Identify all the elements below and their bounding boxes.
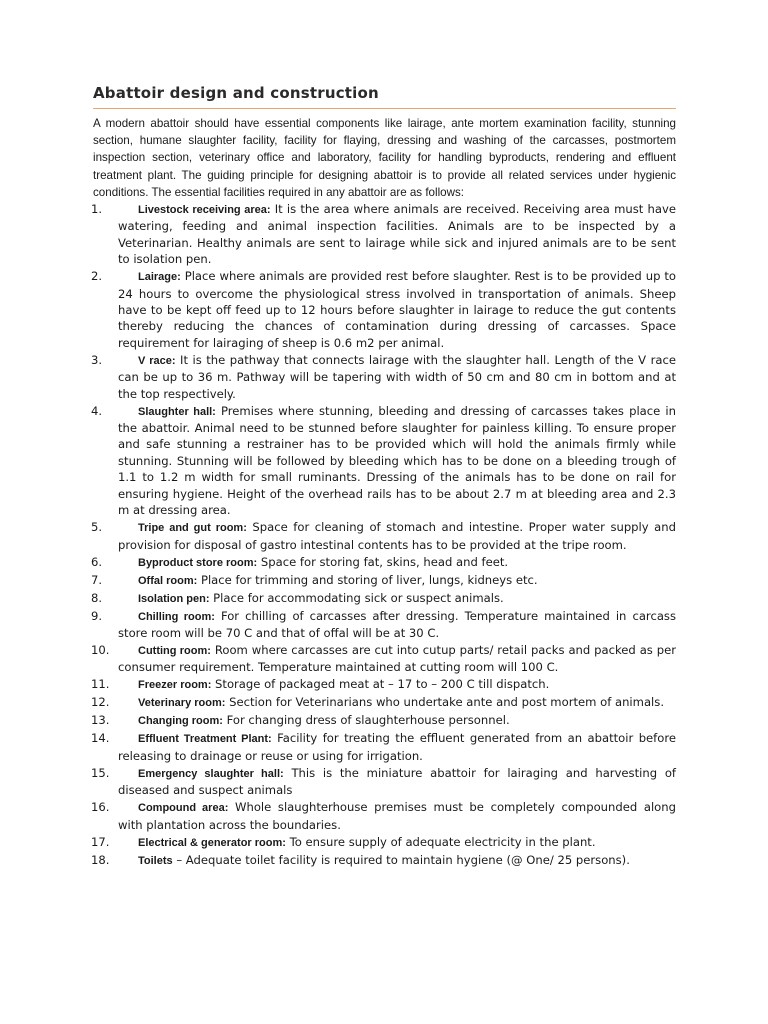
item-term: Byproduct store room: (138, 556, 258, 569)
item-number: 14. (91, 731, 110, 746)
intro-paragraph: A modern abattoir should have essential components like lairage, ante mortem examination facility, stunning section, humane slaughter facility, facility for flaying, dressing and washing of the carcasses, postmortem inspection section, veterinary office and laboratory, facility for handling byproducts, rendering and effluent treatment plant. The guiding principle for designing abattoir is to provide all related services under hygienic conditions. The essential facilities required in any abattoir are as follows: (93, 117, 676, 199)
list-item (93, 799, 676, 833)
item-term: Toilets (138, 854, 173, 867)
item-number: 7. (91, 572, 103, 587)
item-term: Isolation pen: (138, 592, 210, 605)
item-text: Space for cleaning of stomach and intestine. Proper water supply and provision for disposal of gastro intestinal contents has to be provided at the tripe room. (118, 520, 676, 552)
item-number: 18. (91, 852, 110, 867)
item-term: Slaughter hall: (138, 405, 216, 418)
item-number: 8. (91, 590, 103, 605)
item-term: Electrical & generator room: (138, 836, 286, 849)
item-term: Veterinary room: (138, 697, 226, 710)
facilities-list (93, 201, 676, 869)
item-text: Section for Veterinarians who undertake ante and post mortem of animals. (225, 695, 665, 710)
list-item (93, 268, 676, 351)
list-item (93, 590, 676, 607)
item-term: Emergency slaughter hall: (138, 767, 284, 780)
item-number: 11. (91, 677, 110, 692)
list-item (93, 201, 676, 268)
list-item (93, 676, 676, 693)
document-title: Abattoir design and construction (93, 84, 676, 109)
list-item (93, 765, 676, 799)
item-number: 15. (91, 765, 110, 780)
item-text: For chilling of carcasses after dressing. Temperature maintained in carcass store room will be 70 C and that of offal will be at 30 C. (118, 608, 677, 640)
item-number: 6. (91, 554, 103, 569)
item-term: Freezer room: (138, 679, 212, 692)
item-term: Offal room: (138, 574, 198, 587)
item-number: 12. (91, 695, 110, 710)
item-text: Space for storing fat, skins, head and feet. (257, 554, 509, 569)
list-item (93, 834, 676, 851)
item-term: Tripe and gut room: (138, 522, 247, 535)
document-page (93, 84, 676, 870)
list-item (93, 712, 676, 729)
item-text: Facility for treating the effluent generated from an abattoir before releasing to drainage or reuse or using for irrigation. (118, 731, 677, 763)
item-number: 3. (91, 352, 103, 367)
list-item (93, 352, 676, 402)
list-item (93, 852, 676, 869)
item-text: Room where carcasses are cut into cutup parts/ retail packs and packed as per consumer requirement. Temperature maintained at cutting room will 100 C. (118, 642, 676, 675)
item-term: Changing room: (138, 715, 223, 728)
item-text: Premises where stunning, bleeding and dressing of carcasses takes place in the abattoir. Animal need to be stunned before slaughter for painless killing. To ensure proper and safe stunning a restrainer has to be provided which will hold the animals firmly while stunning. Stunning will be followed by bleeding which has to be done on a bleeding trough of 1.1 to 1.2 m width for small ruminants. Dressing of the animals has to be done on rail for ensuring hygiene. Height of the overhead rails has to be about 2.7 m at bleeding area and 2.3 m at dressing area. (118, 403, 676, 518)
list-item (93, 694, 676, 711)
item-term: Chilling room: (138, 610, 215, 623)
item-term: Livestock receiving area: (138, 204, 271, 217)
list-item (93, 642, 676, 676)
list-item (93, 554, 676, 571)
item-text: – Adequate toilet facility is required to maintain hygiene (@ One/ 25 persons). (172, 852, 630, 867)
item-text: This is the miniature abattoir for lairaging and harvesting of diseased and suspect animals (118, 765, 677, 798)
list-item (93, 519, 676, 553)
item-text: For changing dress of slaughterhouse personnel. (222, 713, 510, 728)
item-term: Compound area: (138, 802, 229, 815)
list-item (93, 608, 676, 642)
item-text: It is the pathway that connects lairage with the slaughter hall. Length of the V race can be up to 36 m. Pathway will be tapering with width of 50 cm and 80 cm in bottom and at the top respectively. (118, 352, 676, 401)
item-number: 5. (91, 520, 103, 535)
item-number: 1. (91, 202, 103, 217)
item-text: It is the area where animals are received. Receiving area must have watering, feeding and animal inspection facilities. Animals are to be inspected by a Veterinarian. Healthy animals are sent to lairage while sick and injured animals are to be sent to isolation pen. (118, 202, 676, 267)
item-term: V race: (138, 354, 176, 367)
item-term: Effluent Treatment Plant: (138, 733, 272, 746)
item-text: Whole slaughterhouse premises must be completely compounded along with plantation across the boundaries. (118, 800, 676, 832)
item-text: Place where animals are provided rest before slaughter. Rest is to be provided up to 24 hours to overcome the physiological stress involved in transportation of animals. Sheep have to be kept off feed up to 12 hours before slaughter in lairage to reduce the gut contents thereby reducing the chances of contamination during dressing of carcasses. Space requirement for lairaging of sheep is 0.6 m2 per animal. (118, 269, 676, 350)
list-item (93, 403, 676, 519)
list-item (93, 730, 676, 764)
item-number: 10. (91, 642, 110, 657)
item-text: Place for trimming and storing of liver, lungs, kidneys etc. (197, 572, 538, 587)
item-text: Storage of packaged meat at – 17 to – 200 C till dispatch. (211, 677, 550, 692)
item-number: 4. (91, 403, 103, 418)
item-term: Cutting room: (138, 644, 211, 657)
item-text: To ensure supply of adequate electricity in the plant. (285, 834, 596, 849)
item-number: 2. (91, 269, 103, 284)
item-text: Place for accommodating sick or suspect animals. (209, 590, 504, 605)
item-number: 17. (91, 834, 110, 849)
item-number: 13. (91, 713, 110, 728)
item-number: 9. (91, 608, 103, 623)
item-term: Lairage: (138, 271, 181, 284)
list-item (93, 572, 676, 589)
item-number: 16. (91, 800, 110, 815)
